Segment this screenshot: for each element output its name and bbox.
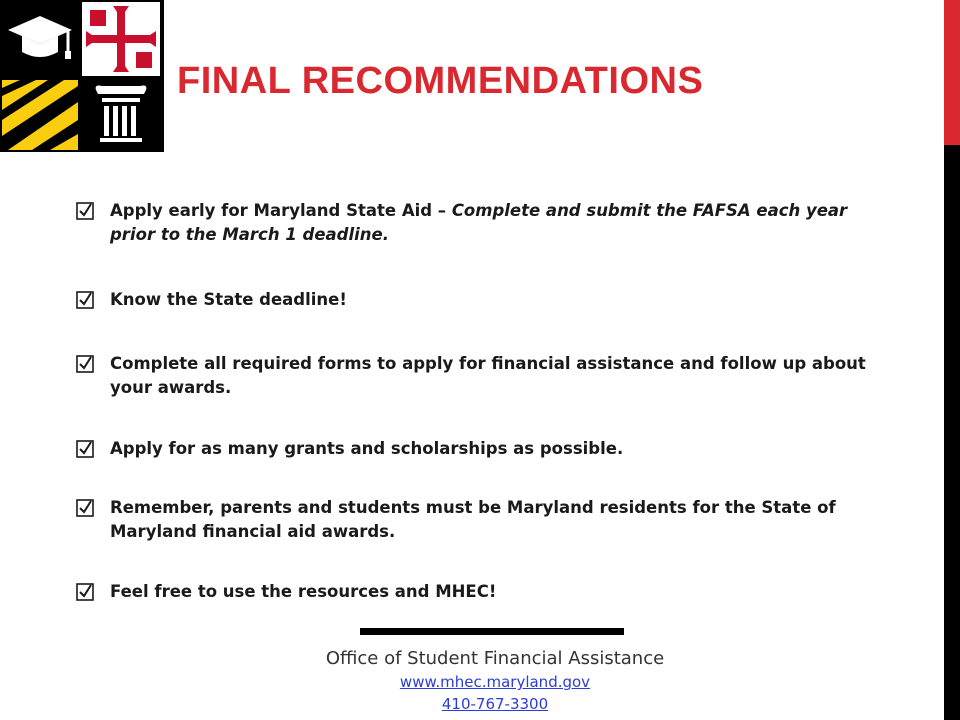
list-item xyxy=(74,288,874,312)
checked-box-icon xyxy=(76,355,94,373)
bullet-text: Apply for as many grants and scholarships as possible. xyxy=(110,439,624,458)
checked-box-icon xyxy=(76,291,94,309)
graduation-cap-icon xyxy=(2,2,78,76)
list-item xyxy=(74,352,874,400)
office-name: Office of Student Financial Assistance xyxy=(325,648,665,669)
recommendation-list xyxy=(74,199,874,604)
checked-box-icon xyxy=(76,440,94,458)
maryland-logo xyxy=(0,0,164,152)
maryland-cross-flag-icon xyxy=(82,2,160,76)
bullet-text: Complete all required forms to apply for financial assistance and follow up about your awards. xyxy=(110,354,866,397)
footer xyxy=(300,647,690,715)
list-item xyxy=(74,496,874,544)
bullet-text: Remember, parents and students must be Maryland residents for the State of Maryland financial aid awards. xyxy=(110,498,836,541)
website-link[interactable]: www.mhec.maryland.gov xyxy=(399,673,591,691)
bullet-text: Apply early for Maryland State Aid – xyxy=(110,201,452,220)
checked-box-icon xyxy=(76,202,94,220)
list-item xyxy=(74,437,874,461)
calvert-pattern-icon xyxy=(2,80,78,150)
right-edge-accent xyxy=(944,0,960,145)
bullet-text: Feel free to use the resources and MHEC! xyxy=(110,582,497,601)
checked-box-icon xyxy=(76,499,94,517)
column-icon xyxy=(82,80,160,150)
list-item xyxy=(74,199,874,247)
phone-link[interactable]: 410-767-3300 xyxy=(441,695,549,713)
bullet-text: Know the State deadline! xyxy=(110,290,347,309)
bullet-italic-text: Complete and submit the FAFSA each year prior to the March 1 deadline. xyxy=(110,201,848,244)
footer-divider xyxy=(360,628,624,635)
list-item xyxy=(74,580,874,604)
page-title: FINAL RECOMMENDATIONS xyxy=(177,60,704,102)
checked-box-icon xyxy=(76,583,94,601)
